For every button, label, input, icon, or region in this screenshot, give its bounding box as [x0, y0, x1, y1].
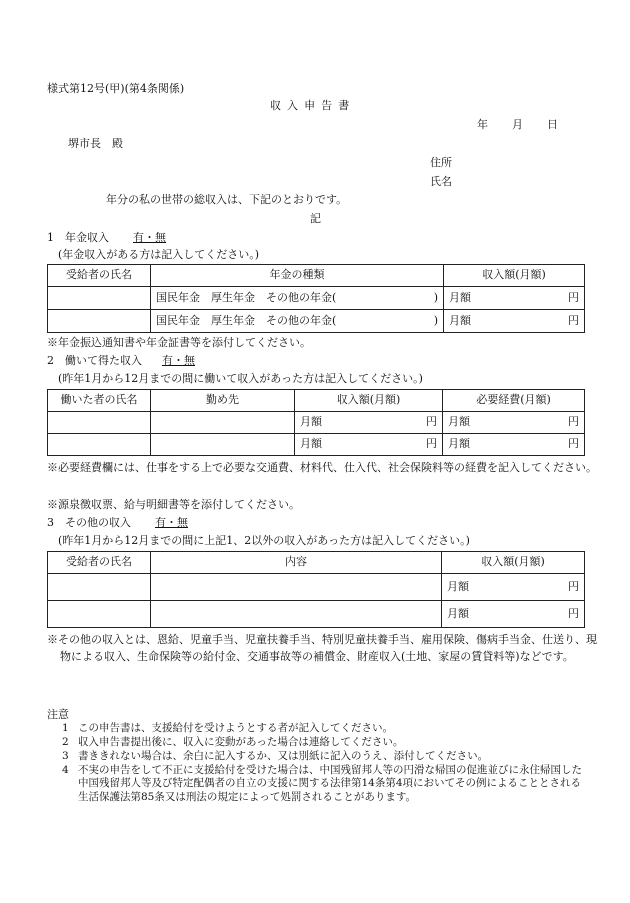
- caution-list: [62, 722, 582, 805]
- date-month: 月: [512, 118, 523, 131]
- name-label: 氏名: [430, 175, 452, 188]
- monthly-amount-field[interactable]: 月額 円: [442, 601, 585, 628]
- section2-option[interactable]: 有・無: [162, 354, 195, 367]
- section2-note-attach: ※源泉徴収票、給与明細書等を添付してください。: [47, 498, 300, 511]
- monthly-amount-field[interactable]: 月額 円: [442, 574, 585, 601]
- table-row: [48, 310, 585, 333]
- addressee: 堺市長 殿: [68, 137, 123, 150]
- worker-name-field[interactable]: [48, 434, 151, 456]
- section1-note: ※年金振込通知書や年金証書等を添付してください。: [47, 336, 311, 349]
- section3-instruction: (昨年1月から12月までの間に上記1、2以外の収入があった方は記入してください。): [58, 534, 470, 547]
- caution-item: 3 書ききれない場合は、余白に記入するか、又は別紙に記入のうえ、添付してください。: [62, 749, 489, 762]
- section2-note-expenses: ※必要経費欄には、仕事をする上で必要な交通費、材料代、仕入代、社会保険料等の経費を記入してください。: [47, 461, 597, 474]
- header-recipient-name: 受給者の氏名: [48, 552, 151, 574]
- recipient-name-field[interactable]: [48, 287, 151, 310]
- table-header-row: [48, 390, 585, 412]
- workplace-field[interactable]: [151, 434, 295, 456]
- pension-table: [47, 264, 585, 333]
- header-income-amount: 収入額(月額): [295, 390, 443, 412]
- section1-option[interactable]: 有・無: [133, 231, 166, 244]
- recipient-name-field[interactable]: [48, 601, 151, 628]
- table-row: [48, 601, 585, 628]
- ki-marker: 記: [310, 212, 321, 225]
- pension-type-field[interactable]: 国民年金 厚生年金 その他の年金( ): [151, 310, 444, 333]
- form-title: 収入申告書: [270, 99, 356, 112]
- header-pension-type: 年金の種類: [151, 265, 444, 287]
- pension-type-field[interactable]: 国民年金 厚生年金 その他の年金( ): [151, 287, 444, 310]
- monthly-income-field[interactable]: 月額 円: [295, 434, 443, 456]
- section2-heading: 2 働いて得た収入 有・無: [47, 354, 195, 367]
- other-income-table: [47, 551, 585, 628]
- section3-note: ※その他の収入とは、恩給、児童手当、児童扶養手当、特別児童扶養手当、雇用保険、傷病手当金、仕送り、現物による収入、生命保険等の給付金、交通事故等の補償金、財産収入(土地、家屋の賃貸料等)などです。: [47, 633, 597, 664]
- caution-item: 1 この申告書は、支援給付を受けようとする者が記入してください。: [62, 722, 393, 734]
- intro-text: 年分の私の世帯の総収入は、下記のとおりです。: [106, 193, 348, 206]
- section3-heading: 3 その他の収入 有・無: [47, 516, 188, 529]
- section1-heading: 1 年金収入 有・無: [47, 231, 166, 244]
- table-row: [48, 412, 585, 434]
- table-row: [48, 574, 585, 601]
- table-header-row: [48, 552, 585, 574]
- header-worker-name: 働いた者の氏名: [48, 390, 151, 412]
- recipient-name-field[interactable]: [48, 574, 151, 601]
- monthly-expense-field[interactable]: 月額 円: [443, 434, 585, 456]
- monthly-amount-field[interactable]: 月額 円: [444, 310, 585, 333]
- date-day: 日: [547, 118, 558, 131]
- caution-item: 2 収入申告書提出後に、収入に変動があった場合は連絡してください。: [62, 735, 404, 748]
- address-label: 住所: [430, 156, 452, 169]
- header-expenses: 必要経費(月額): [443, 390, 585, 412]
- section1-instruction: (年金収入がある方は記入してください。): [58, 248, 260, 261]
- header-recipient-name: 受給者の氏名: [48, 265, 151, 287]
- table-header-row: [48, 265, 585, 287]
- header-content: 内容: [151, 552, 442, 574]
- content-field[interactable]: [151, 601, 442, 628]
- table-row: [48, 434, 585, 456]
- header-workplace: 勤め先: [151, 390, 295, 412]
- form-number: 様式第12号(甲)(第4条関係): [47, 82, 185, 95]
- section3-option[interactable]: 有・無: [155, 516, 188, 529]
- date-year: 年: [477, 118, 488, 131]
- workplace-field[interactable]: [151, 412, 295, 434]
- caution-item: 4 不実の申告をして不正に支援給付を受けた場合は、中国残留邦人等の円滑な帰国の促進並びに永住帰国した中国残留邦人等及び特定配偶者の自立の支援に関する法律第14条第4項においてその例によることとされる生活保護法第85条又は刑法の規定によって処罰されることがあります。: [62, 763, 582, 804]
- work-income-table: [47, 389, 585, 456]
- monthly-expense-field[interactable]: 月額 円: [443, 412, 585, 434]
- worker-name-field[interactable]: [48, 412, 151, 434]
- monthly-amount-field[interactable]: 月額 円: [444, 287, 585, 310]
- table-row: [48, 287, 585, 310]
- content-field[interactable]: [151, 574, 442, 601]
- section2-instruction: (昨年1月から12月までの間に働いて収入があった方は記入してください。): [58, 372, 423, 385]
- recipient-name-field[interactable]: [48, 310, 151, 333]
- monthly-income-field[interactable]: 月額 円: [295, 412, 443, 434]
- header-income-amount: 収入額(月額): [444, 265, 585, 287]
- header-income-amount: 収入額(月額): [442, 552, 585, 574]
- caution-heading: 注意: [47, 708, 69, 721]
